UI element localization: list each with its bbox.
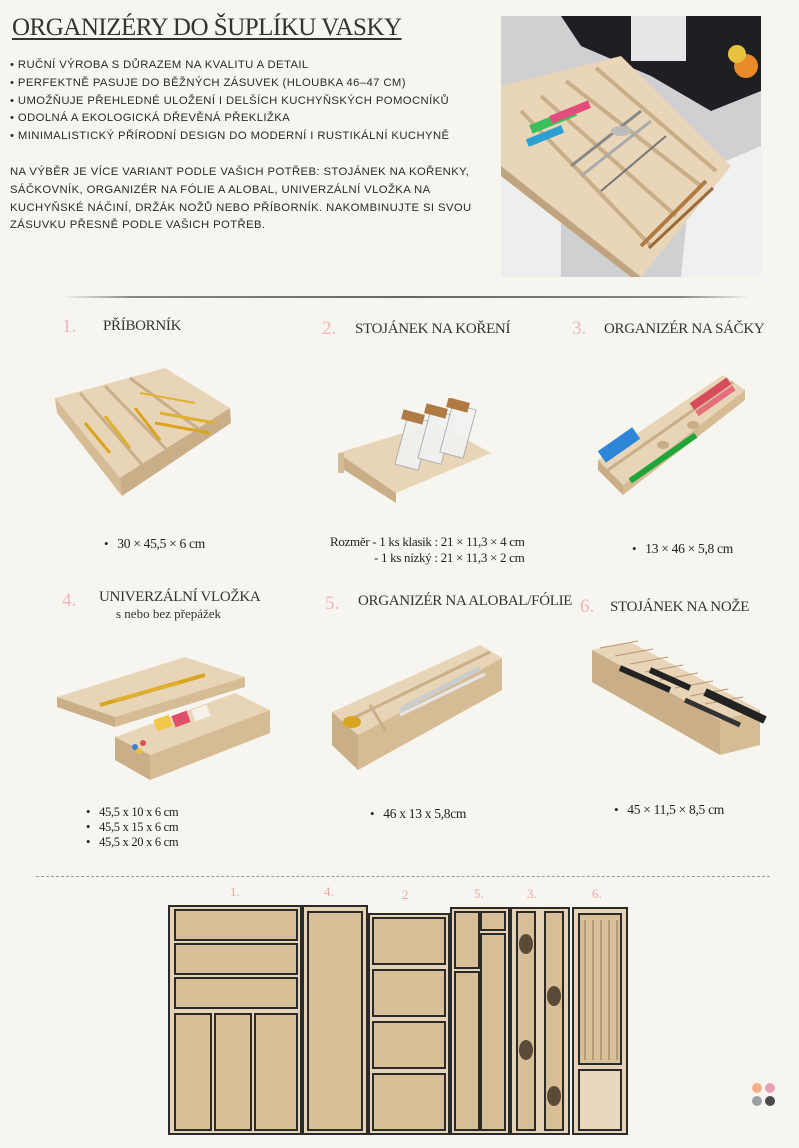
layout-label: 6. <box>592 886 602 901</box>
product-number: 1. <box>62 316 77 337</box>
layout-label: 3. <box>527 886 537 901</box>
bag-organizer-illustration <box>593 370 748 515</box>
section-divider <box>62 296 750 298</box>
product-title: UNIVERZÁLNÍ VLOŽKA <box>99 589 261 605</box>
feature-item: • UMOŽŇUJE PŘEHLEDNÉ ULOŽENÍ I DELŠÍCH KUCHYŇSKÝCH POMOCNÍKŮ <box>10 93 490 111</box>
product-dimension: Rozměr - 1 ks klasik : 21 × 11,3 × 4 cm <box>330 534 525 549</box>
universal-insert-illustration <box>55 655 275 795</box>
product-dimension: - 1 ks nízký : 21 × 11,3 × 2 cm <box>374 550 525 565</box>
drawer-layout-illustration <box>165 900 635 1145</box>
foil-organizer-illustration <box>330 640 505 780</box>
layout-label: 5. <box>474 886 484 901</box>
product-title: ORGANIZÉR NA SÁČKY <box>604 321 765 337</box>
product-subtitle: s nebo bez přepážek <box>116 606 222 621</box>
product-dimension: • 13 × 46 × 5,8 cm <box>632 541 733 557</box>
intro-text: NA VÝBĚR JE VÍCE VARIANT PODLE VAŠICH POTŘEB: STOJÁNEK NA KOŘENKY, SÁČKOVNÍK, ORGANIZÉR NA FÓLIE A ALOBAL, UNIVERZÁLNÍ VLOŽKA NA KUCHYŇSKÉ NÁČINÍ, DRŽÁK NOŽŮ NEBO PŘÍBORNÍK. NAKOMBINUJTE SI SVOU ZÁSUVKU PŘESNĚ PODLE VAŠICH POTŘEB. <box>10 166 472 232</box>
product-number: 5. <box>325 593 340 614</box>
product-title: ORGANIZÉR NA ALOBAL/FÓLIE <box>358 593 573 609</box>
feature-item: • PERFEKTNĚ PASUJE DO BĚŽNÝCH ZÁSUVEK (HLOUBKA 46–47 CM) <box>10 75 490 93</box>
product-number: 3. <box>572 318 587 339</box>
product-number: 2. <box>322 318 337 339</box>
layout-label: 4. <box>324 884 334 899</box>
product-dimension: • 30 × 45,5 × 6 cm <box>104 536 205 552</box>
universal-insert-dimensions <box>86 805 178 850</box>
product-dimension: • 46 x 13 x 5,8cm <box>370 806 466 822</box>
product-dimension: • 45,5 x 10 x 6 cm <box>86 805 178 820</box>
spice-rack-dimensions <box>330 534 525 566</box>
section-divider <box>36 876 770 877</box>
brand-logo-dots <box>752 1083 776 1109</box>
layout-label: 1. <box>230 884 240 899</box>
hero-photo <box>501 16 761 277</box>
spice-rack-illustration <box>336 398 496 513</box>
product-number: 6. <box>580 596 595 617</box>
product-dimension: • 45,5 x 15 x 6 cm <box>86 820 178 835</box>
product-number: 4. <box>62 590 77 611</box>
logo-dot <box>765 1083 775 1093</box>
logo-dot <box>752 1096 762 1106</box>
product-dimension: • 45 × 11,5 × 8,5 cm <box>614 802 724 818</box>
product-title: STOJÁNEK NA NOŽE <box>610 599 750 615</box>
feature-item: • ODOLNÁ A EKOLOGICKÁ DŘEVĚNÁ PŘEKLIŽKA <box>10 110 490 128</box>
knife-block-illustration <box>590 640 770 765</box>
product-dimension: • 45,5 x 20 x 6 cm <box>86 835 178 850</box>
cutlery-tray-illustration <box>50 368 235 503</box>
feature-item: • MINIMALISTICKÝ PŘÍRODNÍ DESIGN DO MODERNÍ I RUSTIKÁLNÍ KUCHYNĚ <box>10 128 490 146</box>
feature-list <box>10 57 490 146</box>
logo-dot <box>752 1083 762 1093</box>
feature-item: • RUČNÍ VÝROBA S DŮRAZEM NA KVALITU A DETAIL <box>10 57 490 75</box>
product-title: STOJÁNEK NA KOŘENÍ <box>355 321 511 337</box>
logo-dot <box>765 1096 775 1106</box>
page-title: ORGANIZÉRY DO ŠUPLÍKU VASKY <box>12 14 402 41</box>
product-title: PŘÍBORNÍK <box>103 318 182 334</box>
layout-label: 2 <box>402 887 409 902</box>
